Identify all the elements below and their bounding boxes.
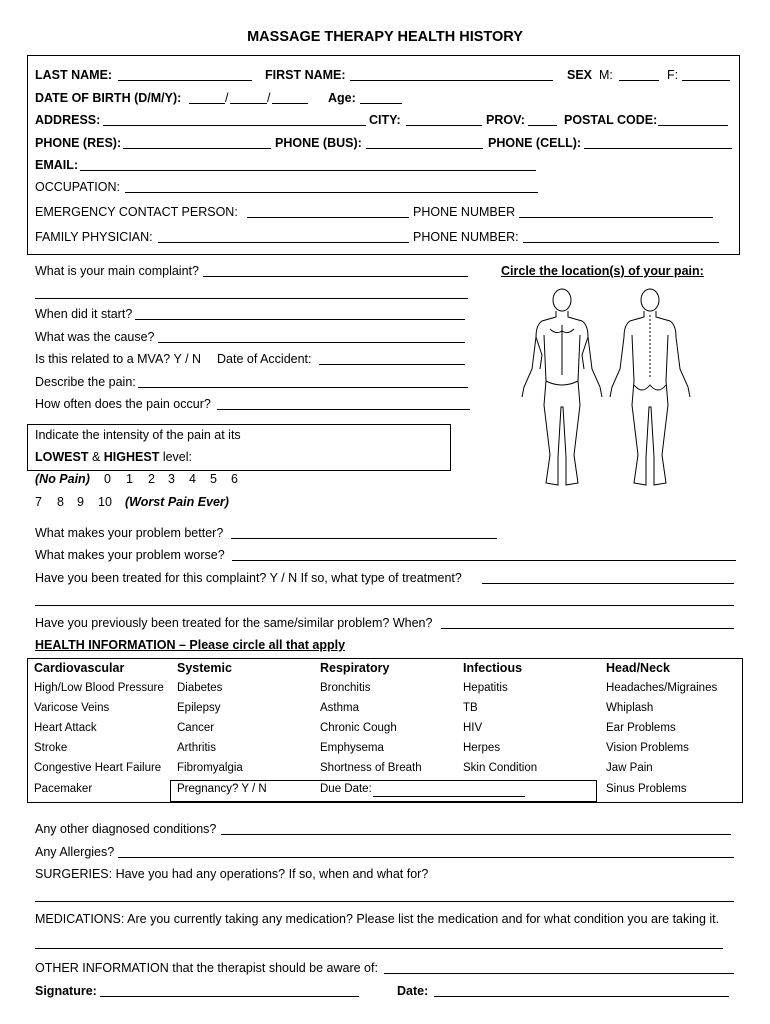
physician-phone-field[interactable] xyxy=(523,242,719,243)
family-physician-field[interactable] xyxy=(158,242,409,243)
health-condition-item[interactable]: TB xyxy=(463,702,478,714)
last-name-field[interactable] xyxy=(118,80,252,81)
front-torso-detail[interactable] xyxy=(546,325,578,385)
sex-f-field[interactable] xyxy=(682,80,730,81)
start-label: When did it start? xyxy=(35,307,133,321)
dob-separator: / xyxy=(225,91,229,105)
personal-info-box xyxy=(27,55,740,255)
allergies-field[interactable] xyxy=(118,857,734,858)
postal-code-label: POSTAL CODE: xyxy=(564,113,658,127)
dob-day-field[interactable] xyxy=(189,103,225,104)
dob-month-field[interactable] xyxy=(230,103,267,104)
occupation-field[interactable] xyxy=(125,192,538,193)
health-condition-item[interactable]: Jaw Pain xyxy=(606,762,653,774)
first-name-field[interactable] xyxy=(350,80,553,81)
date-label: Date: xyxy=(397,984,429,998)
health-condition-item[interactable]: Asthma xyxy=(320,702,359,714)
phone-cell-label: PHONE (CELL): xyxy=(488,136,582,150)
pain-scale-value[interactable]: 5 xyxy=(210,472,217,486)
address-label: ADDRESS: xyxy=(35,113,101,127)
body-diagram[interactable] xyxy=(510,285,700,495)
better-field[interactable] xyxy=(231,538,497,539)
first-name-label: FIRST NAME: xyxy=(265,68,346,82)
treatment-type-field[interactable] xyxy=(482,583,734,584)
health-condition-item[interactable]: Arthritis xyxy=(177,742,216,754)
how-often-field[interactable] xyxy=(217,409,470,410)
health-info-heading: HEALTH INFORMATION – Please circle all that apply xyxy=(35,638,346,652)
phone-res-label: PHONE (RES): xyxy=(35,136,122,150)
back-body-figure[interactable] xyxy=(610,289,690,485)
pain-scale-value[interactable]: 2 xyxy=(148,472,155,486)
treatment-type-field-2[interactable] xyxy=(35,605,734,606)
describe-field[interactable] xyxy=(138,387,468,388)
signature-field[interactable] xyxy=(100,996,359,997)
lowest-text: LOWEST xyxy=(35,450,89,464)
health-condition-item[interactable]: Fibromyalgia xyxy=(177,762,243,774)
emergency-phone-label: PHONE NUMBER xyxy=(413,205,516,219)
emergency-phone-field[interactable] xyxy=(519,217,713,218)
no-pain-label: (No Pain) xyxy=(35,472,90,486)
health-condition-item[interactable]: Stroke xyxy=(34,742,68,754)
city-field[interactable] xyxy=(406,125,482,126)
health-column-title: Systemic xyxy=(177,661,232,675)
health-condition-item[interactable]: Emphysema xyxy=(320,742,384,754)
medications-label: MEDICATIONS: Are you currently taking any medication? Please list the medication and for what condition you are taking it. xyxy=(35,912,720,926)
surgeries-field[interactable] xyxy=(35,901,734,902)
health-condition-item[interactable]: Chronic Cough xyxy=(320,722,397,734)
health-column-title: Head/Neck xyxy=(606,661,670,675)
emergency-contact-label: EMERGENCY CONTACT PERSON: xyxy=(35,205,238,219)
highest-text: HIGHEST xyxy=(103,450,160,464)
amp-text: & xyxy=(91,450,101,464)
health-column-title: Cardiovascular xyxy=(34,661,125,675)
other-info-label: OTHER INFORMATION that the therapist should be aware of: xyxy=(35,961,378,975)
health-condition-item[interactable]: Pregnancy? Y / N xyxy=(177,783,267,795)
last-name-label: LAST NAME: xyxy=(35,68,113,82)
health-condition-item[interactable]: Pacemaker xyxy=(34,783,93,795)
cause-label: What was the cause? xyxy=(35,330,155,344)
health-condition-item[interactable]: High/Low Blood Pressure xyxy=(34,682,164,694)
prov-label: PROV: xyxy=(486,113,525,127)
intensity-label-2 xyxy=(35,450,192,464)
page-title: MASSAGE THERAPY HEALTH HISTORY xyxy=(247,29,523,45)
back-hips[interactable] xyxy=(634,385,666,390)
health-condition-item[interactable]: Vision Problems xyxy=(606,742,689,754)
back-head[interactable] xyxy=(641,289,659,311)
dob-year-field[interactable] xyxy=(272,103,308,104)
front-body-figure[interactable] xyxy=(522,289,602,485)
address-field[interactable] xyxy=(103,125,366,126)
better-label: What makes your problem better? xyxy=(35,526,224,540)
pain-scale-value[interactable]: 10 xyxy=(98,495,112,509)
pain-scale-value[interactable]: 9 xyxy=(77,495,84,509)
email-label: EMAIL: xyxy=(35,158,79,172)
pain-scale-value[interactable]: 7 xyxy=(35,495,42,509)
health-column-title: Infectious xyxy=(463,661,523,675)
emergency-contact-field[interactable] xyxy=(247,217,409,218)
health-condition-item[interactable]: Hepatitis xyxy=(463,682,508,694)
health-condition-item[interactable]: Epilepsy xyxy=(177,702,221,714)
describe-label: Describe the pain: xyxy=(35,375,136,389)
pain-scale-value[interactable]: 3 xyxy=(168,472,175,486)
worst-pain-label: (Worst Pain Ever) xyxy=(125,495,229,509)
health-condition-item[interactable]: Skin Condition xyxy=(463,762,538,774)
treated-label: Have you been treated for this complaint? Y / N If so, what type of treatment? xyxy=(35,571,462,585)
health-condition-item[interactable]: Herpes xyxy=(463,742,501,754)
health-condition-item[interactable]: HIV xyxy=(463,722,483,734)
phone-res-field[interactable] xyxy=(123,148,271,149)
prev-treated-field[interactable] xyxy=(441,628,734,629)
how-often-label: How often does the pain occur? xyxy=(35,397,211,411)
health-condition-item[interactable]: Sinus Problems xyxy=(606,783,687,795)
health-column-title: Respiratory xyxy=(320,661,390,675)
physician-phone-label: PHONE NUMBER: xyxy=(413,230,519,244)
surgeries-label: SURGERIES: Have you had any operations? If so, when and what for? xyxy=(35,867,429,881)
mva-label: Is this related to a MVA? Y / N xyxy=(35,352,202,366)
health-condition-item[interactable]: Ear Problems xyxy=(606,722,676,734)
phone-bus-field[interactable] xyxy=(366,148,483,149)
diagnosed-field[interactable] xyxy=(221,834,731,835)
pain-scale-value[interactable]: 8 xyxy=(57,495,64,509)
email-field[interactable] xyxy=(80,170,536,171)
accident-date-label: Date of Accident: xyxy=(217,352,312,366)
phone-bus-label: PHONE (BUS): xyxy=(275,136,362,150)
start-field[interactable] xyxy=(135,319,465,320)
pain-scale-value[interactable]: 6 xyxy=(231,472,238,486)
health-condition-item[interactable]: Varicose Veins xyxy=(34,702,110,714)
sex-label: SEX xyxy=(567,68,593,82)
postal-code-field[interactable] xyxy=(658,125,728,126)
age-label: Age: xyxy=(328,91,356,105)
occupation-label: OCCUPATION: xyxy=(35,180,120,194)
main-complaint-label: What is your main complaint? xyxy=(35,264,199,278)
back-legs[interactable] xyxy=(632,335,668,485)
phone-cell-field[interactable] xyxy=(584,148,732,149)
prov-field[interactable] xyxy=(528,125,557,126)
health-condition-item[interactable]: Whiplash xyxy=(606,702,654,714)
signature-label: Signature: xyxy=(35,984,97,998)
front-head[interactable] xyxy=(553,289,571,311)
pain-scale-value[interactable]: 4 xyxy=(189,472,196,486)
health-condition-item[interactable]: Bronchitis xyxy=(320,682,371,694)
other-info-field[interactable] xyxy=(384,973,734,974)
pain-scale-value[interactable]: 1 xyxy=(126,472,133,486)
allergies-label: Any Allergies? xyxy=(35,845,115,859)
sex-m-label: M: xyxy=(599,68,613,82)
date-field[interactable] xyxy=(434,996,729,997)
worse-label: What makes your problem worse? xyxy=(35,548,225,562)
health-condition-item[interactable]: Shortness of Breath xyxy=(320,762,422,774)
family-physician-label: FAMILY PHYSICIAN: xyxy=(35,230,153,244)
dob-separator: / xyxy=(267,91,271,105)
health-condition-item[interactable]: Cancer xyxy=(177,722,215,734)
main-complaint-field[interactable] xyxy=(203,276,468,277)
age-field[interactable] xyxy=(360,103,402,104)
medications-field[interactable] xyxy=(35,948,723,949)
health-condition-item[interactable]: Diabetes xyxy=(177,682,223,694)
pain-location-heading: Circle the location(s) of your pain: xyxy=(501,264,704,278)
due-date-field[interactable] xyxy=(373,796,525,797)
sex-f-label: F: xyxy=(667,68,679,82)
city-label: CITY: xyxy=(369,113,401,127)
intensity-label: Indicate the intensity of the pain at its xyxy=(35,428,241,442)
sex-m-field[interactable] xyxy=(619,80,659,81)
health-condition-item[interactable]: Heart Attack xyxy=(34,722,97,734)
pain-scale-value[interactable]: 0 xyxy=(104,472,111,486)
health-condition-item[interactable]: Headaches/Migraines xyxy=(606,682,718,694)
worse-field[interactable] xyxy=(232,560,736,561)
cause-field[interactable] xyxy=(158,342,465,343)
diagnosed-label: Any other diagnosed conditions? xyxy=(35,822,217,836)
prev-treated-label: Have you previously been treated for the same/similar problem? When? xyxy=(35,616,433,630)
dob-label: DATE OF BIRTH (D/M/Y): xyxy=(35,91,182,105)
level-text: level: xyxy=(162,450,193,464)
main-complaint-field-2[interactable] xyxy=(35,298,468,299)
health-condition-item[interactable]: Due Date: xyxy=(320,783,372,795)
accident-date-field[interactable] xyxy=(319,364,465,365)
health-condition-item[interactable]: Congestive Heart Failure xyxy=(34,762,162,774)
